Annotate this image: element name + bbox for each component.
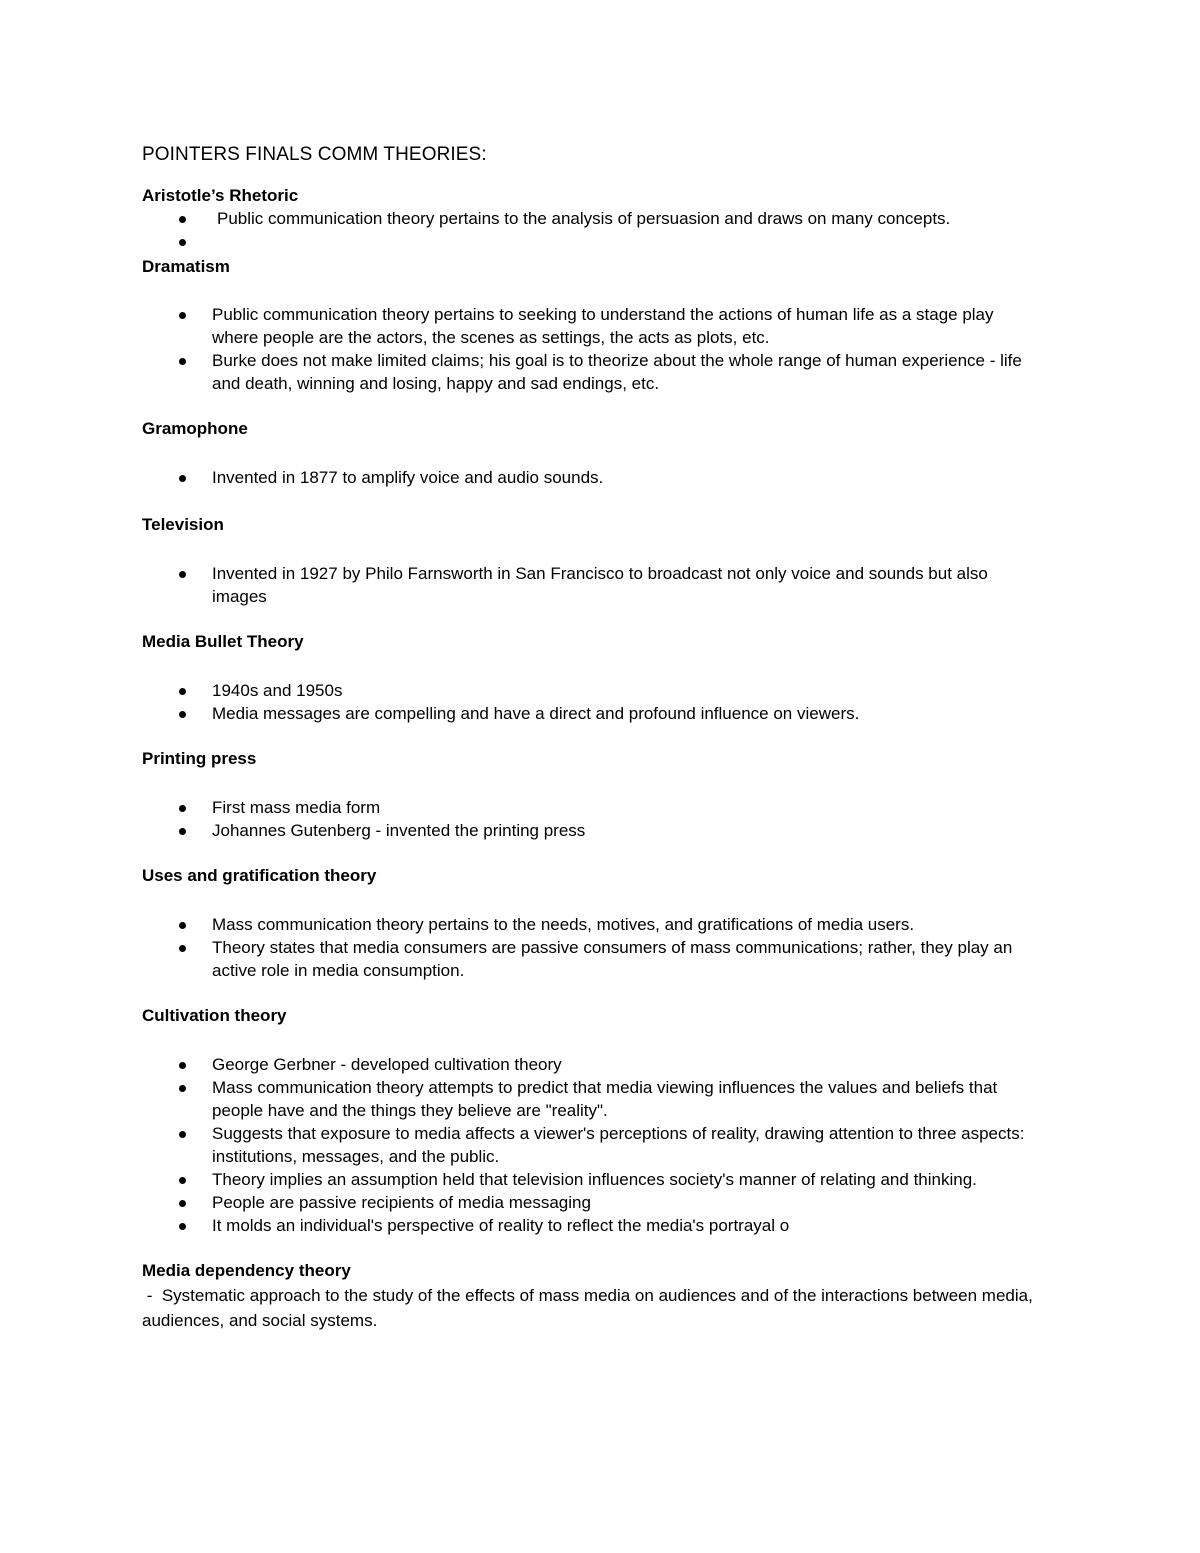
section-television [142, 513, 1042, 608]
list-item [142, 819, 1042, 842]
list-item [142, 207, 1042, 230]
document-page [142, 142, 1042, 1345]
bullet-icon [179, 922, 186, 929]
list-item [142, 796, 1042, 819]
section-heading: Dramatism [142, 257, 230, 276]
list-item [142, 466, 1042, 489]
section-media-bullet-theory [142, 630, 1042, 725]
bullet-list [142, 562, 1042, 608]
list-item-text: Invented in 1877 to amplify voice and audio sounds. [212, 468, 604, 487]
list-item-text: Invented in 1927 by Philo Farnsworth in San Francisco to broadcast not only voice and sounds but also images [212, 564, 988, 606]
section-heading: Television [142, 515, 224, 534]
list-item-text: First mass media form [212, 798, 381, 817]
list-item-text: Public communication theory pertains to the analysis of persuasion and draws on many concepts. [217, 209, 951, 228]
section-aristotles-rhetoric [142, 184, 1042, 253]
bullet-icon [179, 358, 186, 365]
bullet-icon [179, 1200, 186, 1207]
list-item [142, 303, 1042, 349]
list-item-text: Mass communication theory pertains to the needs, motives, and gratifications of media users. [212, 915, 915, 934]
list-item [142, 349, 1042, 395]
bullet-icon [179, 571, 186, 578]
section-gramophone [142, 417, 1042, 489]
list-item [142, 1053, 1042, 1076]
section-heading: Gramophone [142, 419, 248, 438]
document-title: POINTERS FINALS COMM THEORIES: [142, 144, 487, 165]
list-item-text: Johannes Gutenberg - invented the printing press [212, 821, 586, 840]
list-item [142, 1168, 1042, 1191]
list-item [142, 1122, 1042, 1168]
bullet-icon [179, 1062, 186, 1069]
list-item [142, 1191, 1042, 1214]
list-item-text: Theory states that media consumers are passive consumers of mass communications; rather, they play an active role in media consumption. [212, 938, 1013, 980]
bullet-icon [179, 1223, 186, 1230]
bullet-list [142, 207, 1042, 253]
bullet-icon [179, 828, 186, 835]
section-printing-press [142, 747, 1042, 842]
bullet-list [142, 679, 1042, 725]
section-dramatism [142, 255, 1042, 395]
list-item [142, 562, 1042, 608]
bullet-icon [179, 688, 186, 695]
bullet-list [142, 796, 1042, 842]
bullet-icon [179, 711, 186, 718]
bullet-icon [179, 945, 186, 952]
bullet-icon [179, 239, 186, 246]
section-paragraph: - Systematic approach to the study of the effects of mass media on audiences and of the interactions between media, audiences, and social systems. [142, 1286, 1038, 1330]
section-heading: Media dependency theory [142, 1261, 351, 1280]
bullet-icon [179, 805, 186, 812]
list-item [142, 936, 1042, 982]
bullet-icon [179, 475, 186, 482]
section-heading: Aristotle’s Rhetoric [142, 186, 299, 205]
section-heading: Uses and gratification theory [142, 866, 377, 885]
bullet-icon [179, 216, 186, 223]
bullet-icon [179, 1085, 186, 1092]
list-item-text: Suggests that exposure to media affects a viewer's perceptions of reality, drawing attention to three aspects: institutions, messages, and the public. [212, 1124, 1025, 1166]
list-item-text: It molds an individual's perspective of reality to reflect the media's portrayal o [212, 1216, 790, 1235]
bullet-icon [179, 1177, 186, 1184]
bullet-icon [179, 1131, 186, 1138]
list-item-text: Burke does not make limited claims; his goal is to theorize about the whole range of human experience - life and death, winning and losing, happy and sad endings, etc. [212, 351, 1022, 393]
list-item-text: Mass communication theory attempts to predict that media viewing influences the values and beliefs that people have and the things they believe are "reality". [212, 1078, 998, 1120]
list-item [142, 702, 1042, 725]
section-heading: Media Bullet Theory [142, 632, 304, 651]
list-item-text: People are passive recipients of media messaging [212, 1193, 591, 1212]
section-heading: Cultivation theory [142, 1006, 287, 1025]
list-item-text: Media messages are compelling and have a direct and profound influence on viewers. [212, 704, 860, 723]
bullet-list [142, 466, 1042, 489]
list-item-text: Public communication theory pertains to seeking to understand the actions of human life as a stage play where people are the actors, the scenes as settings, the acts as plots, etc. [212, 305, 994, 347]
list-item-text: George Gerbner - developed cultivation theory [212, 1055, 562, 1074]
bullet-list [142, 913, 1042, 982]
list-item [142, 1076, 1042, 1122]
list-item-text: Theory implies an assumption held that television influences society's manner of relating and thinking. [212, 1170, 977, 1189]
list-item [142, 679, 1042, 702]
list-item [142, 913, 1042, 936]
list-item-text: 1940s and 1950s [212, 681, 343, 700]
bullet-list [142, 1053, 1042, 1237]
section-media-dependency-theory [142, 1259, 1042, 1333]
bullet-list [142, 303, 1042, 395]
section-heading: Printing press [142, 749, 257, 768]
list-item-empty [142, 230, 1042, 253]
section-cultivation-theory [142, 1004, 1042, 1237]
section-uses-and-gratification-theory [142, 864, 1042, 982]
list-item [142, 1214, 1042, 1237]
bullet-icon [179, 312, 186, 319]
